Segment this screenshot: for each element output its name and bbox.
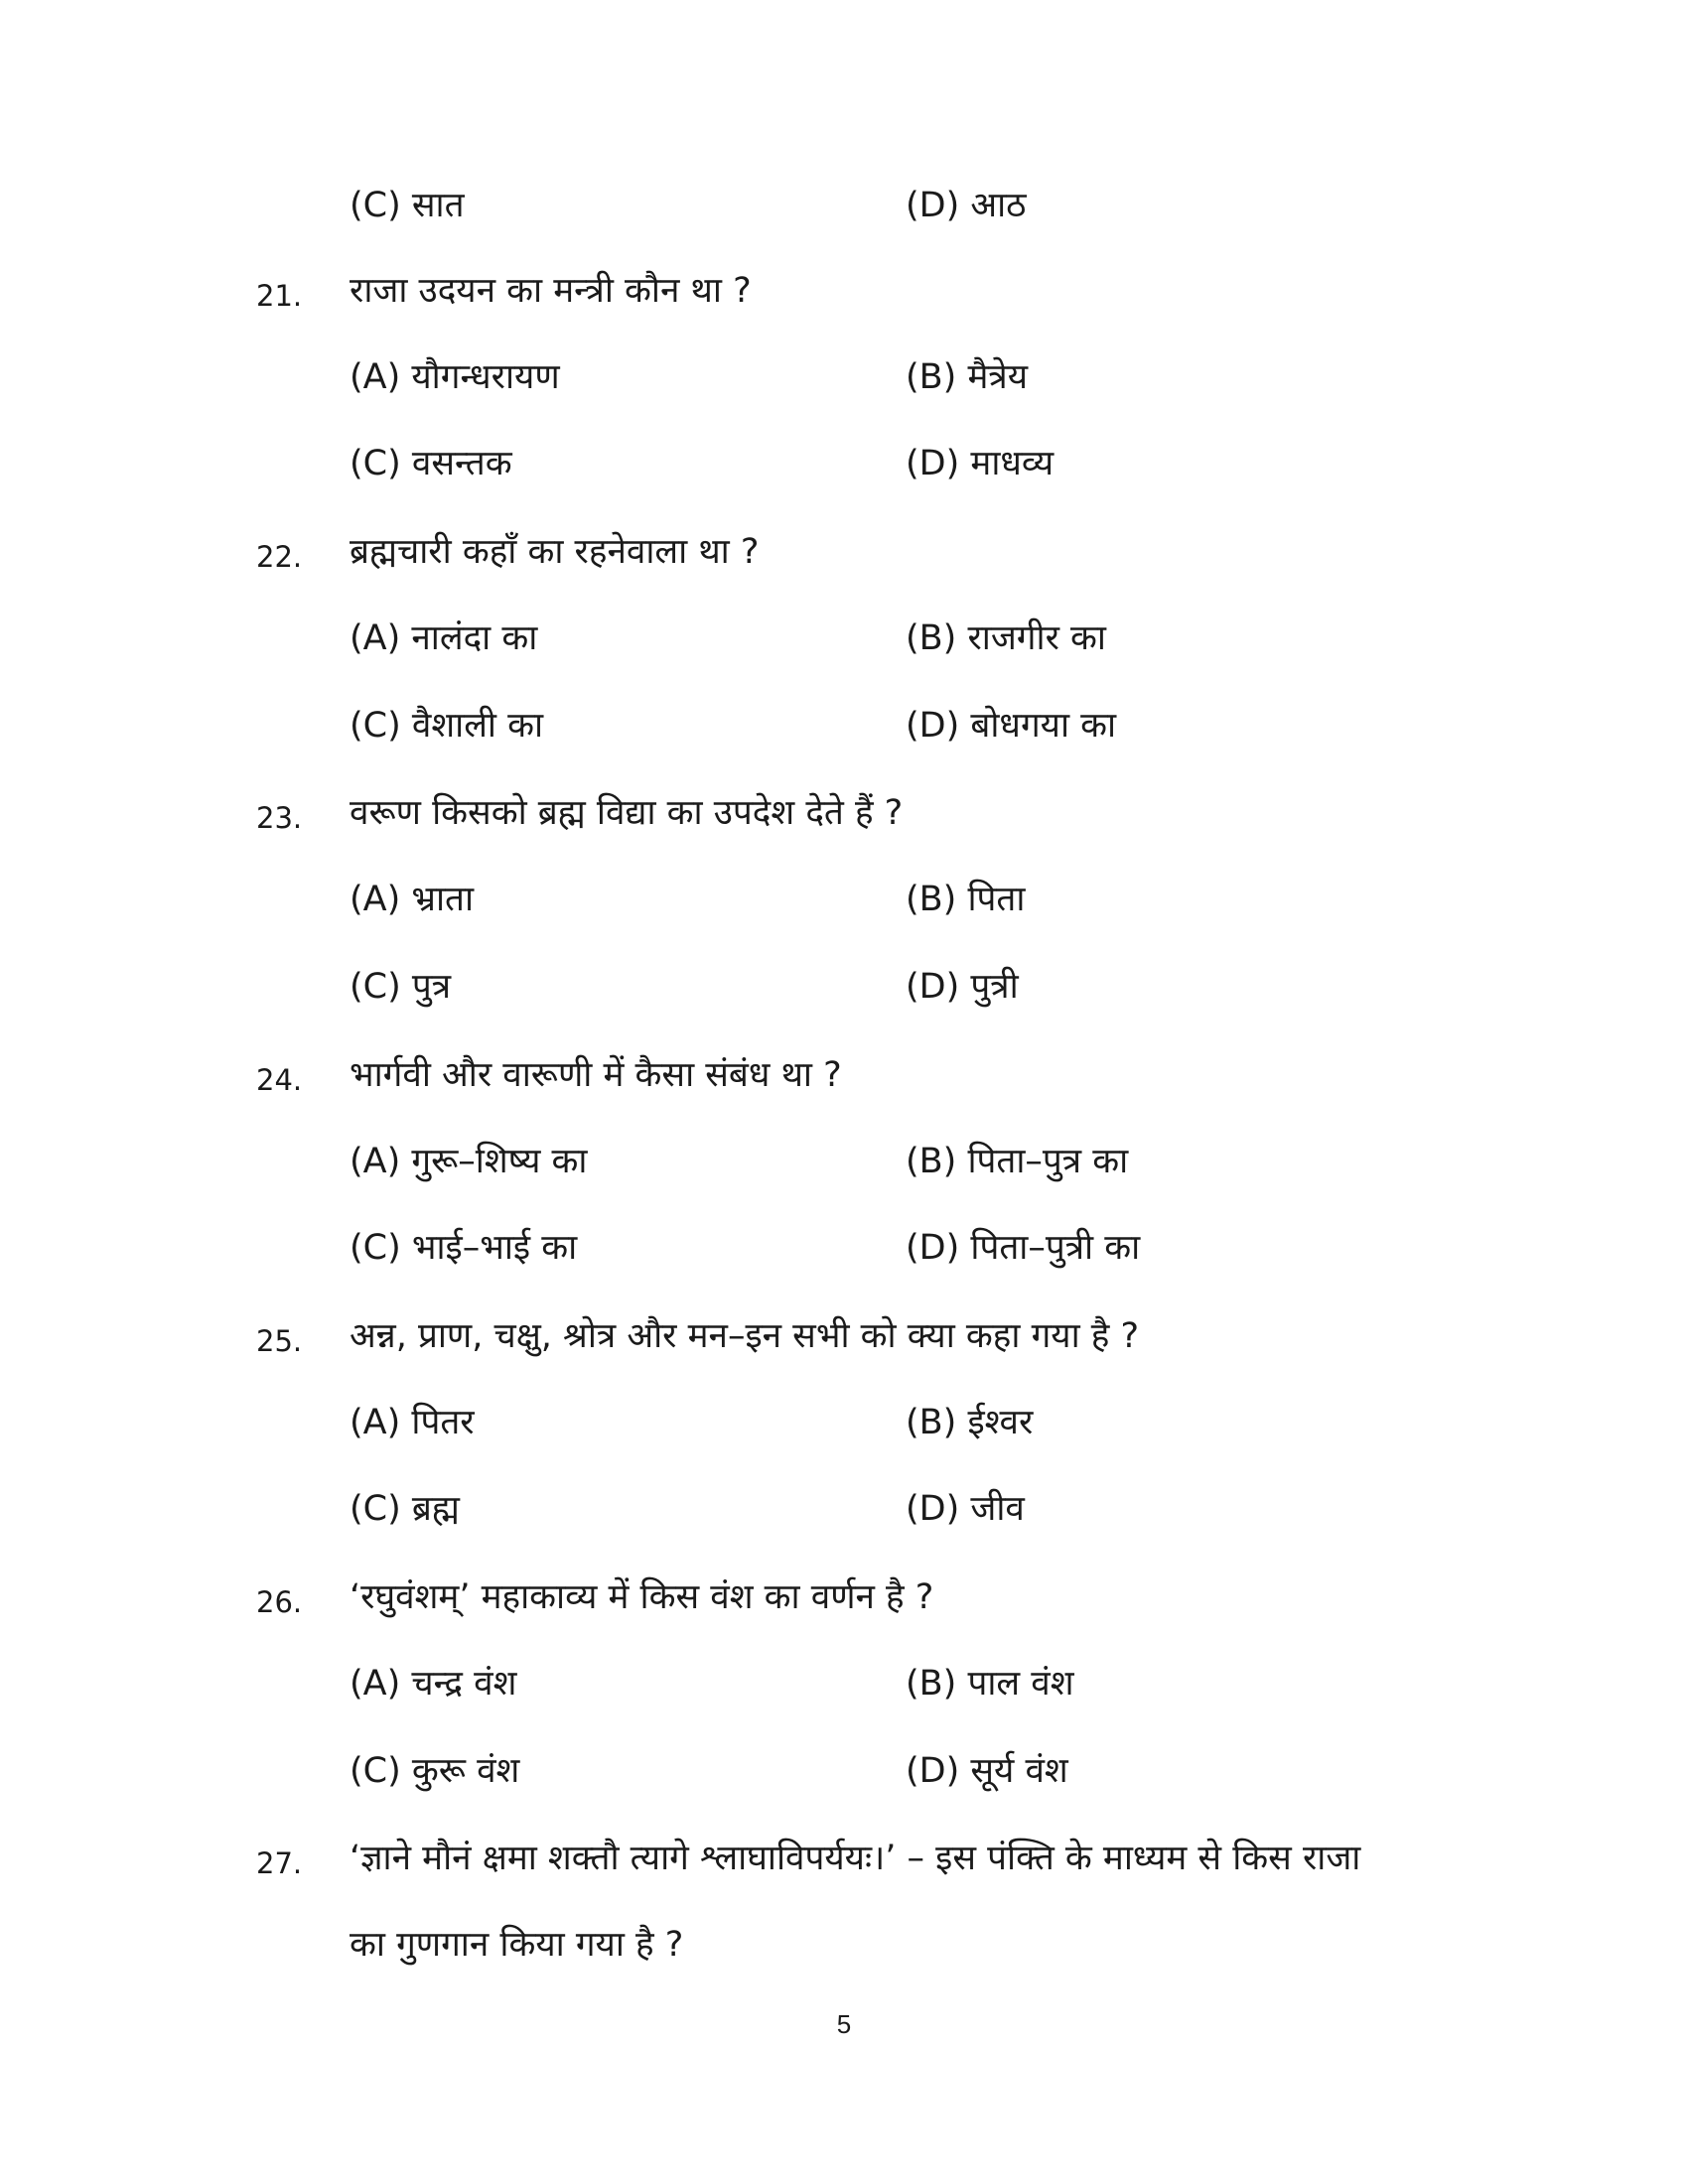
option-a: (A) चन्द्र वंश <box>350 1664 517 1704</box>
question-number: 24. <box>256 1063 303 1097</box>
option-d: (D) माधव्य <box>906 444 1055 483</box>
option-a: (A) पितर <box>350 1403 475 1442</box>
question-text: वरूण किसको ब्रह्म विद्या का उपदेश देते हैं ? <box>350 793 904 833</box>
option-a: (A) यौगन्धरायण <box>350 357 560 397</box>
option-c: (C) वैशाली का <box>350 706 544 746</box>
option-b: (B) पाल वंश <box>906 1664 1074 1704</box>
question-number: 22. <box>256 540 303 574</box>
question-text: ब्रह्मचारी कहाँ का रहनेवाला था ? <box>350 532 760 572</box>
question-text: ‘रघुवंशम्’ महाकाव्य में किस वंश का वर्णन है ? <box>350 1577 934 1617</box>
question-text: अन्न, प्राण, चक्षु, श्रोत्र और मन–इन सभी को क्या कहा गया है ? <box>350 1316 1140 1356</box>
question-number: 27. <box>256 1846 303 1880</box>
question-number: 26. <box>256 1585 303 1619</box>
option-d: (D) जीव <box>906 1489 1025 1529</box>
option-d: (D) पिता–पुत्री का <box>906 1228 1141 1268</box>
question-text: भार्गवी और वारूणी में कैसा संबंध था ? <box>350 1055 842 1095</box>
option-c: (C) सात <box>350 186 465 225</box>
option-d: (D) बोधगया का <box>906 706 1117 746</box>
question-number: 23. <box>256 801 303 835</box>
option-a: (A) नालंदा का <box>350 618 538 658</box>
option-c: (C) पुत्र <box>350 967 452 1007</box>
question-text: राजा उदयन का मन्त्री कौन था ? <box>350 271 752 311</box>
option-d: (D) सूर्य वंश <box>906 1751 1068 1791</box>
option-c: (C) ब्रह्म <box>350 1489 460 1529</box>
option-b: (B) मैत्रेय <box>906 357 1028 397</box>
option-b: (B) पिता–पुत्र का <box>906 1142 1129 1181</box>
option-d: (D) आठ <box>906 186 1027 225</box>
option-b: (B) ईश्वर <box>906 1403 1034 1442</box>
option-a: (A) भ्राता <box>350 880 475 919</box>
question-number: 21. <box>256 279 303 313</box>
question-number: 25. <box>256 1324 303 1358</box>
option-c: (C) कुरू वंश <box>350 1751 520 1791</box>
option-c: (C) वसन्तक <box>350 444 512 483</box>
question-text-line1: ‘ज्ञाने मौनं क्षमा शक्तौ त्यागे श्लाघाविपर्ययः।’ – इस पंक्ति के माध्यम से किस राजा <box>350 1839 1361 1878</box>
option-c: (C) भाई–भाई का <box>350 1228 578 1268</box>
option-b: (B) पिता <box>906 880 1026 919</box>
option-a: (A) गुरू–शिष्य का <box>350 1142 588 1181</box>
option-d: (D) पुत्री <box>906 967 1019 1007</box>
option-b: (B) राजगीर का <box>906 618 1106 658</box>
page-number: 5 <box>836 2009 852 2039</box>
question-text-line2: का गुणगान किया गया है ? <box>350 1925 684 1965</box>
